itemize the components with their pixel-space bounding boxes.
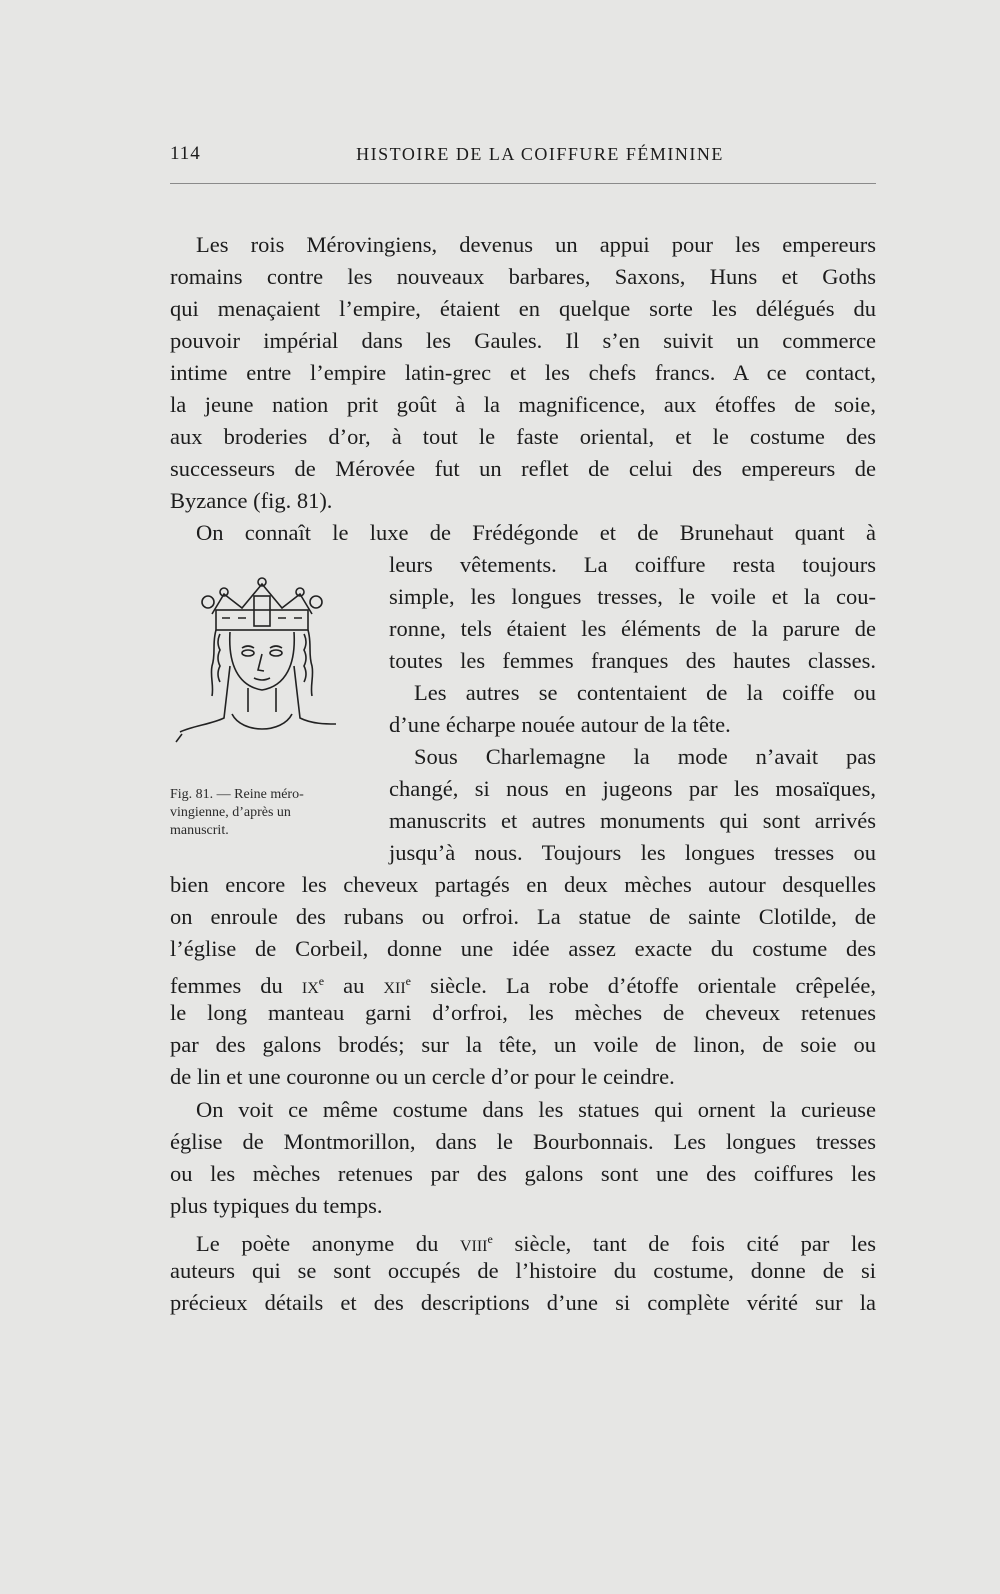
text-line: qui menaçaient l’empire, étaient en quelque sorte les délégués du — [170, 296, 876, 321]
text-line: leurs vêtements. La coiffure resta toujours — [389, 552, 876, 577]
text-line: On connaît le luxe de Frédégonde et de Brunehaut quant à — [196, 520, 876, 545]
text-line: aux broderies d’or, à tout le faste oriental, et le costume des — [170, 424, 876, 449]
text-line: l’église de Corbeil, donne une idée assez exacte du costume des — [170, 936, 876, 961]
text-line: église de Montmorillon, dans le Bourbonnais. Les longues tresses — [170, 1129, 876, 1154]
page-number: 114 — [170, 143, 201, 164]
text-line: jusqu’à nous. Toujours les longues tresses ou — [389, 840, 876, 865]
text-line: romains contre les nouveaux barbares, Saxons, Huns et Goths — [170, 264, 876, 289]
figure-caption — [170, 786, 350, 840]
text-line: de lin et une couronne ou un cercle d’or pour le ceindre. — [170, 1064, 675, 1089]
text-line: successeurs de Mérovée fut un reflet de celui des empereurs de — [170, 456, 876, 481]
running-title: HISTOIRE DE LA COIFFURE FÉMININE — [356, 144, 724, 164]
header-rule — [170, 183, 876, 184]
page-header — [170, 141, 876, 171]
text-line: Les autres se contentaient de la coiffe ou — [414, 680, 876, 705]
text-line: simple, les longues tresses, le voile et la cou- — [389, 584, 876, 609]
text-line: précieux détails et des descriptions d’une si complète vérité sur la — [170, 1290, 876, 1315]
text-line: le long manteau garni d’orfroi, les mèches de cheveux retenues — [170, 1000, 876, 1025]
text-line: auteurs qui se sont occupés de l’histoire du costume, donne de si — [170, 1258, 876, 1283]
queen-portrait-illustration — [172, 574, 352, 759]
text-line: intime entre l’empire latin-grec et les chefs francs. A ce contact, — [170, 360, 876, 385]
text-line: changé, si nous en jugeons par les mosaïques, — [389, 776, 876, 801]
text-line: par des galons brodés; sur la tête, un voile de linon, de soie ou — [170, 1032, 876, 1057]
text-line: Les rois Mérovingiens, devenus un appui pour les empereurs — [196, 232, 876, 257]
text-line: d’une écharpe nouée autour de la tête. — [389, 712, 731, 737]
text-line: la jeune nation prit goût à la magnificence, aux étoffes de soie, — [170, 392, 876, 417]
text-line: pouvoir impérial dans les Gaules. Il s’en suivit un commerce — [170, 328, 876, 353]
text-line: Le poète anonyme du viii$^e$ siècle, tant de fois cité par les — [196, 1231, 876, 1256]
figure-illustration — [172, 574, 352, 759]
text-line: on enroule des rubans ou orfroi. La statue de sainte Clotilde, de — [170, 904, 876, 929]
caption-line: vingienne, d’après un — [170, 805, 291, 820]
text-line: ronne, tels étaient les éléments de la parure de — [389, 616, 876, 641]
caption-line: Fig. 81. — Reine méro- — [170, 787, 304, 802]
text-line: femmes du $ix^e$ au xii$^e$ siècle. La robe d’étoffe orientale crêpelée, — [170, 973, 876, 998]
caption-line: manuscrit. — [170, 823, 229, 838]
text-line: bien encore les cheveux partagés en deux mèches autour desquelles — [170, 872, 876, 897]
text-line: Byzance (fig. 81). — [170, 488, 333, 513]
text-line: manuscrits et autres monuments qui sont arrivés — [389, 808, 876, 833]
text-line: ou les mèches retenues par des galons sont une des coiffures les — [170, 1161, 876, 1186]
text-line: Sous Charlemagne la mode n’avait pas — [414, 744, 876, 769]
text-line: On voit ce même costume dans les statues qui ornent la curieuse — [196, 1097, 876, 1122]
text-line: toutes les femmes franques des hautes classes. — [389, 648, 876, 673]
text-line: plus typiques du temps. — [170, 1193, 383, 1218]
